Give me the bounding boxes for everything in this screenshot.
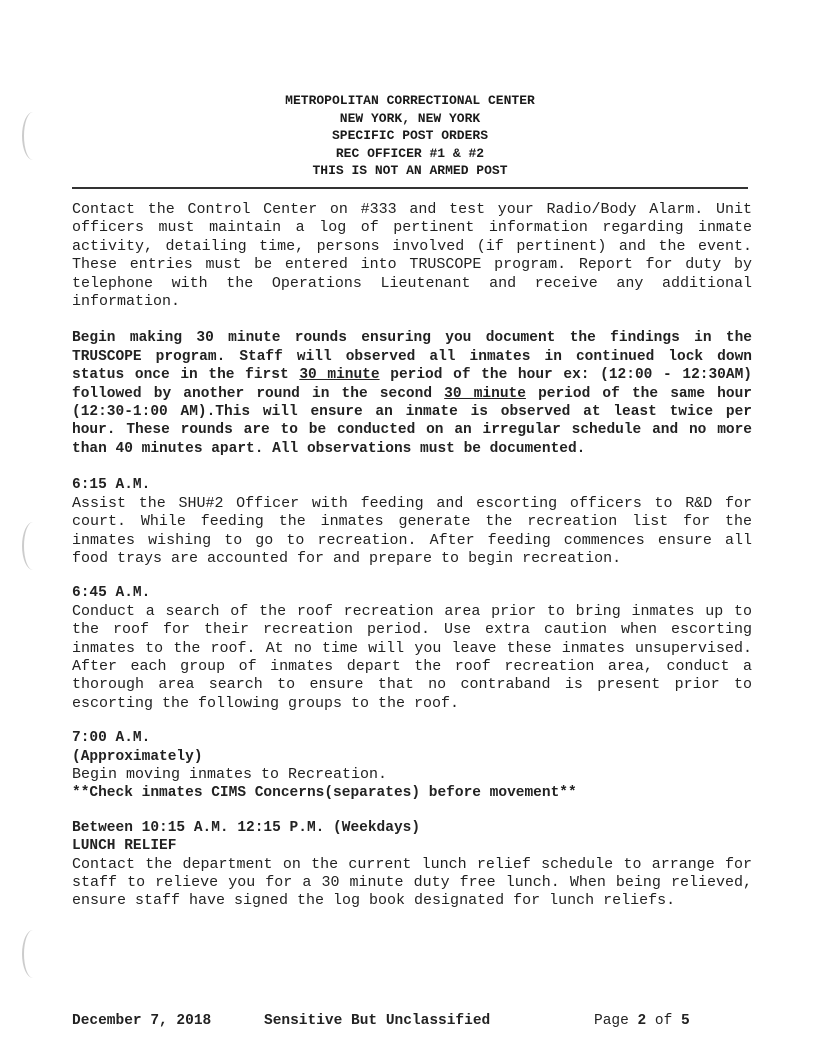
header-line: THIS IS NOT AN ARMED POST: [312, 163, 508, 178]
section-title: 6:45 A.M.: [72, 585, 151, 602]
section-700: [72, 729, 752, 803]
document-body: [72, 201, 752, 927]
header-line: METROPOLITAN CORRECTIONAL CENTER: [285, 93, 535, 108]
section-text: Begin moving inmates to Recreation.: [72, 765, 388, 783]
header-divider: [72, 187, 748, 189]
punch-hole-mark: [22, 522, 44, 570]
section-subtitle: LUNCH RELIEF: [72, 838, 177, 855]
rounds-paragraph: [72, 329, 752, 458]
rounds-text: Begin making 30 minute rounds ensuring you document the findings in the TRUSCOPE program. Staff will observed all inmates in continued lock down status once in the first: [72, 330, 752, 384]
footer-date: December 7, 2018: [72, 1013, 212, 1029]
page-total: 5: [681, 1013, 690, 1029]
header-line: SPECIFIC POST ORDERS: [331, 128, 489, 143]
footer-classification: Sensitive But Unclassified: [264, 1013, 491, 1029]
section-text: Contact the department on the current lunch relief schedule to arrange for staff to relieve you for a 30 minute duty free lunch. When being relieved, ensure staff have signed the log book designated for lunch reliefs.: [72, 855, 752, 910]
rounds-underlined: 30 minute: [299, 367, 380, 384]
page-prefix: Page: [594, 1013, 638, 1029]
intro-paragraph: Contact the Control Center on #333 and test your Radio/Body Alarm. Unit officers must maintain a log of pertinent information regarding inmate activity, detailing time, persons involved (if pertinent) and the event. These entries must be entered into TRUSCOPE program. Report for duty by telephone with the Operations Lieutenant and receive any additional information.: [72, 201, 752, 311]
rounds-underlined: 30 minute: [444, 385, 526, 402]
punch-hole-mark: [22, 930, 44, 978]
section-text: Conduct a search of the roof recreation area prior to bring inmates up to the roof for their recreation period. Use extra caution when escorting inmates to the roof. At no time will you leave these inmates unsupervised. After each group of inmates depart the roof recreation area, conduct a thorough area search to ensure that no contraband is present prior to escorting the following groups to the roof.: [72, 602, 752, 712]
section-title: 7:00 A.M.: [72, 730, 151, 747]
page-current: 2: [637, 1013, 647, 1029]
section-title: Between 10:15 A.M. 12:15 P.M. (Weekdays): [72, 819, 421, 836]
section-subtitle: (Approximately): [72, 748, 203, 765]
section-645: [72, 584, 752, 713]
footer-page-number: [594, 1013, 690, 1029]
section-text: Assist the SHU#2 Officer with feeding and escorting officers to R&D for court. While feeding the inmates generate the recreation list for the inmates wishing to go to recreation. After feeding commences ensure all food trays are accounted for and prepare to begin recreation.: [72, 494, 752, 567]
header-line: REC OFFICER #1 & #2: [335, 145, 485, 161]
rounds-text: period of the same hour (12:30-1:00 AM).This will ensure an inmate is observed at least twice per hour. These rounds are to be conducted on an irregular schedule and no more than 40 minutes apart. All observations must be documented.: [72, 385, 752, 457]
page-mid: of: [646, 1013, 682, 1029]
rounds-text: period of the hour ex: (12:00 - 12:30AM) followed by another round in the second: [72, 367, 752, 402]
section-lunch: [72, 819, 752, 911]
section-note: **Check inmates CIMS Concerns(separates) before movement**: [72, 785, 577, 802]
header-line: NEW YORK, NEW YORK: [339, 110, 481, 126]
section-title: 6:15 A.M.: [72, 477, 151, 494]
section-615: [72, 476, 752, 568]
document-header: [72, 92, 748, 180]
punch-hole-mark: [22, 112, 44, 160]
